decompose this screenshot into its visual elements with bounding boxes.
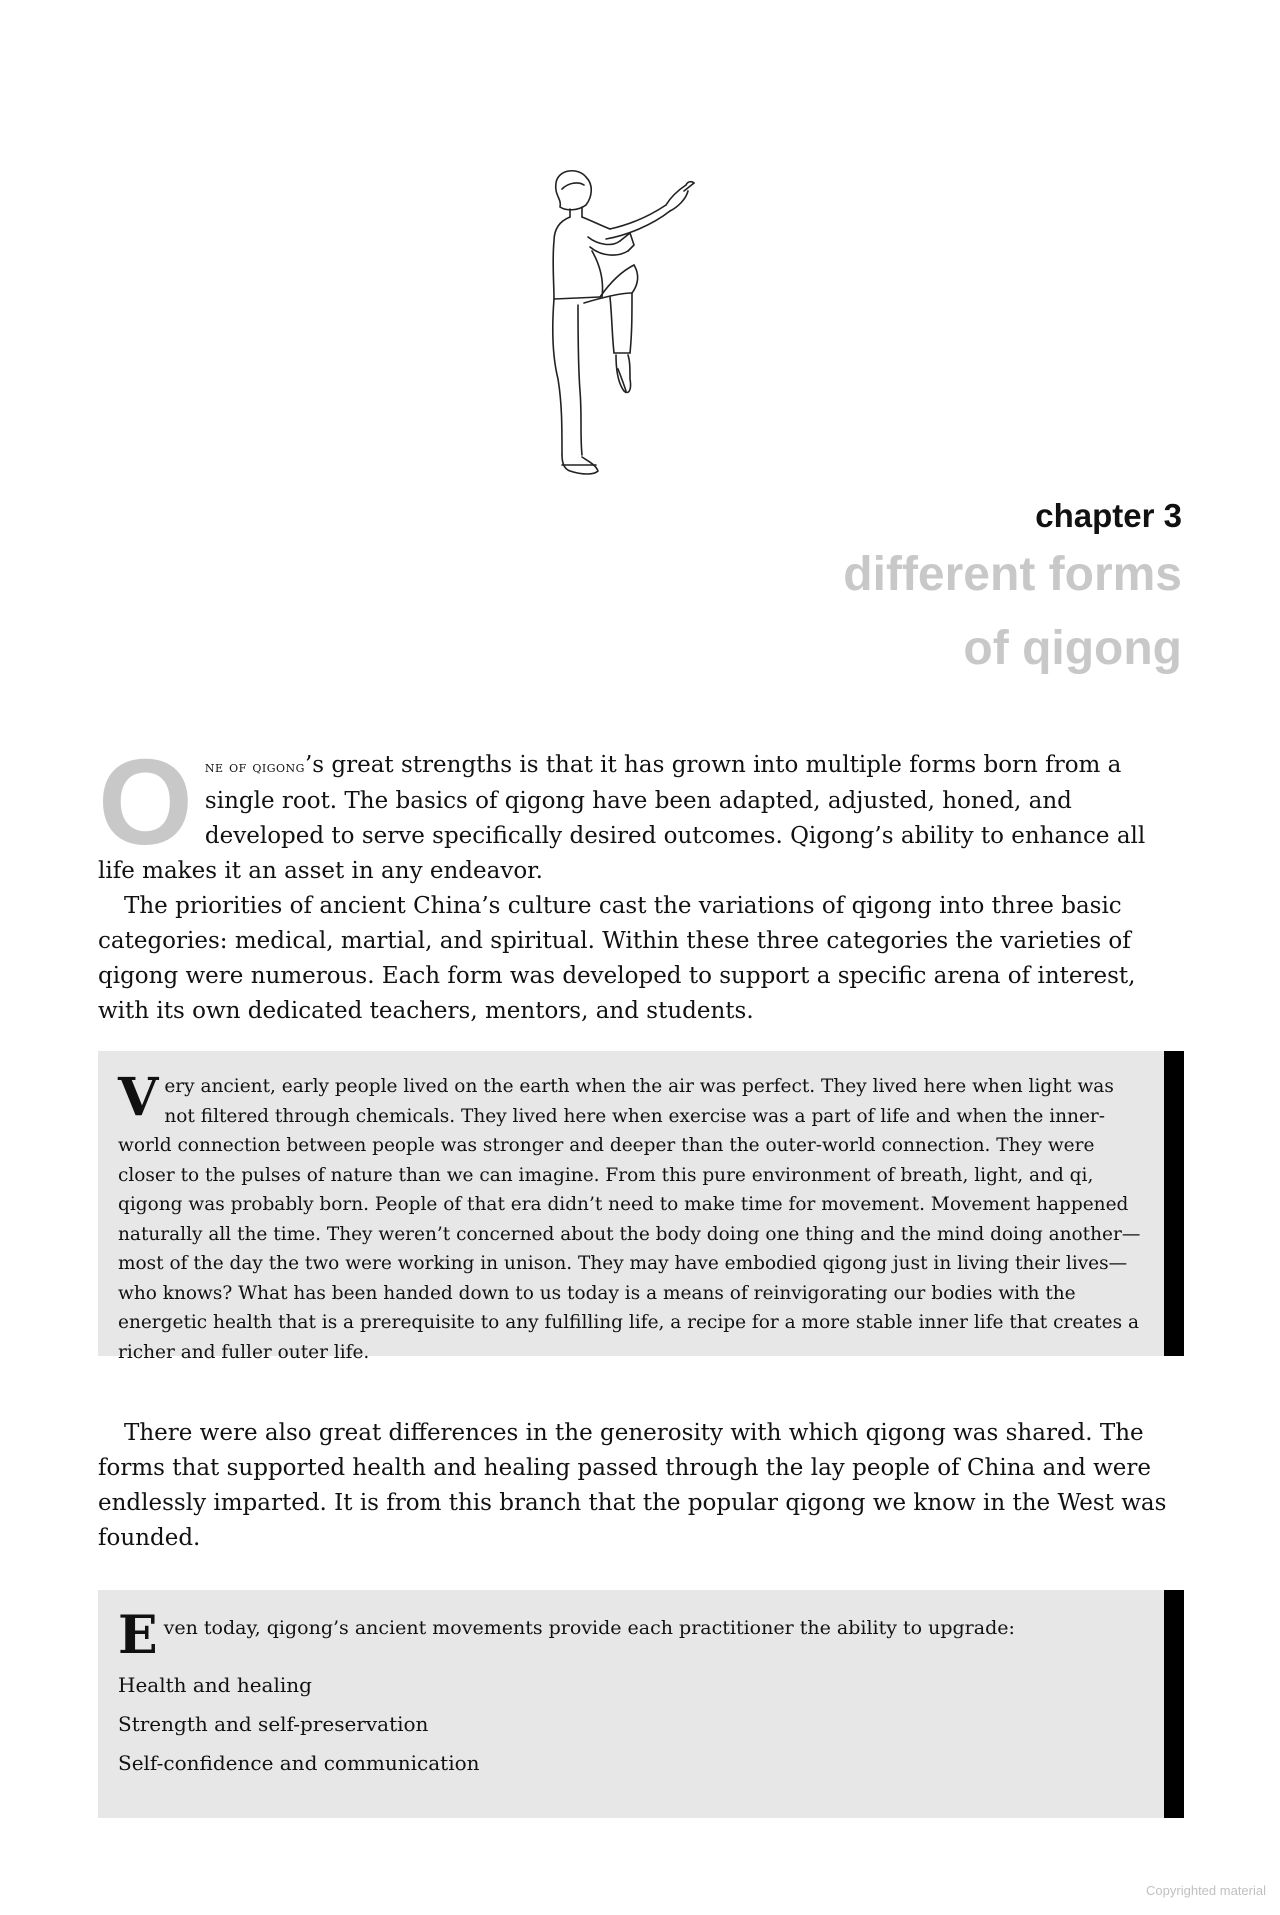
qigong-figure-icon [548,165,748,483]
copyright-notice: Copyrighted material [1146,1883,1266,1898]
sidebar-box-text [118,1067,1148,1367]
drop-cap-v: V [118,1067,159,1128]
chapter-label: chapter 3 [1035,497,1182,534]
list-item: Self-confidence and communication [118,1751,480,1775]
paragraph-generosity [98,1416,1184,1556]
sidebar-box-text [118,1610,1148,1783]
drop-cap-e: E [118,1610,158,1658]
sidebar-box-upgrade [98,1590,1184,1818]
paragraph-generosity-text: There were also great differences in the generosity with which qigong was shared. The forms that supported health and healing passed through the lay people of China and were endlessly imparted. It is from this branch that the popular qigong we know in the West was founded. [98,1420,1167,1551]
drop-cap-o: O [98,734,193,870]
sidebar2-intro-text: ven today, qigong’s ancient movements provide each practitioner the ability to upgrade: [163,1617,1015,1639]
sidebar2-intro [118,1610,1148,1658]
sidebar-accent-bar [1164,1590,1184,1818]
chapter-heading [843,494,1182,686]
intro-second-paragraph: The priorities of ancient China’s culture cast the variations of qigong into three basic categories: medical, martial, and spiritual. Within these three categories the varieties of qigong were numerous. Each form was developed to support a specific arena of interest, with its own dedicated teachers, mentors, and students. [98,893,1136,1024]
upgrade-list [118,1666,1148,1783]
chapter-title-line1: different forms [843,548,1182,601]
list-item: Strength and self-preservation [118,1712,429,1736]
chapter-title-line2: of qigong [963,622,1182,675]
sidebar-box-ancient-people [98,1051,1184,1363]
intro-section [98,734,1184,1029]
intro-first-paragraph [98,734,1184,889]
intro-first-paragraph-text: ’s great strengths is that it has grown into multiple forms born from a single root. The basics of qigong have been adapted, adjusted, honed, and developed to serve specifically desired outcomes. Qigong’s ability to enhance all life makes it an asset in any endeavor. [98,752,1146,884]
sidebar-accent-bar [1164,1051,1184,1356]
intro-smallcaps: ne of qigong [204,757,305,776]
list-item: Health and healing [118,1673,312,1697]
sidebar1-text: ery ancient, early people lived on the earth when the air was perfect. They lived here when light was not filtered through chemicals. They lived here when exercise was a part of life and when the inner-world connection between people was stronger and deeper than the outer-world connection. They were closer to the pulses of nature than we can imagine. From this pure environment of breath, light, and qi, qigong was probably born. People of that era didn’t need to make time for movement. Movement happened naturally all the time. They weren’t concerned about the body doing one thing and the mind doing another—most of the day the two were working in unison. They may have embodied qigong just in living their lives—who knows? What has been handed down to us today is a means of reinvigorating our bodies with the energetic health that is a prerequisite to any fulfilling life, a recipe for a more stable inner life that creates a richer and fuller outer life. [118,1076,1141,1363]
